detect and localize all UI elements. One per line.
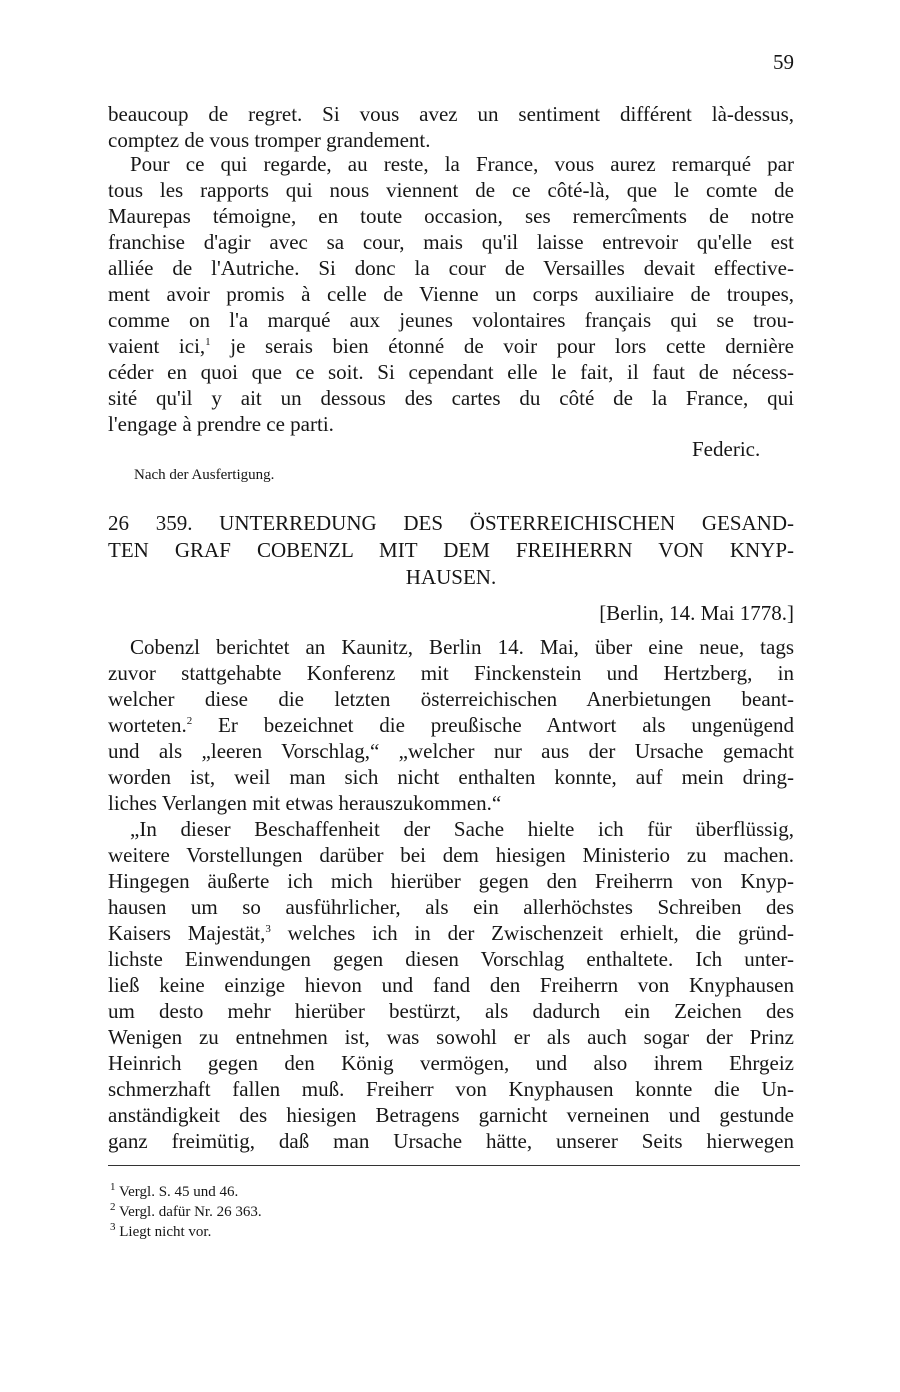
paragraph-france	[108, 151, 794, 437]
paragraph-continuation	[108, 101, 794, 153]
footnote-text: Vergl. dafür Nr. 26 363.	[115, 1204, 262, 1220]
text-line: Hingegen äußerte ich mich hierüber gegen den Freiherrn von Knyp-	[108, 869, 794, 893]
page-number: 59	[773, 50, 794, 74]
text-fragment: worteten.	[108, 713, 187, 737]
text-line: comme on l'a marqué aux jeunes volontaires français qui se trou-	[108, 308, 794, 332]
footnote-mark: 3	[110, 1221, 116, 1233]
text-line: Wenigen zu entnehmen ist, was sowohl er als auch sogar der Prinz	[108, 1025, 794, 1049]
text-line: comptez de vous tromper grandement.	[108, 128, 431, 152]
text-line: liches Verlangen mit etwas herauszukommen.“	[108, 791, 502, 815]
text-line: alliée de l'Autriche. Si donc la cour de Versailles devait effective-	[108, 256, 794, 280]
text-line: „In dieser Beschaffenheit der Sache hielte ich für überflüssig,	[130, 817, 794, 841]
text-line: céder en quoi que ce soit. Si cependant elle le fait, il faut de nécess-	[108, 360, 794, 384]
paragraph-cobenzl-report	[108, 634, 794, 816]
text-line: weitere Vorstellungen darüber bei dem hiesigen Ministerio zu machen.	[108, 843, 794, 867]
text-line: schmerzhaft fallen muß. Freiherr von Knyphausen konnte die Un-	[108, 1077, 794, 1101]
paragraph-quote	[108, 816, 794, 1154]
dateline: [Berlin, 14. Mai 1778.]	[599, 601, 794, 625]
text-fragment: je serais bien étonné de voir pour lors cette dernière	[210, 334, 794, 358]
text-fragment: Kaisers Majestät,	[108, 921, 266, 945]
heading-line: HAUSEN.	[405, 565, 497, 589]
text-line: Heinrich gegen den König vermögen, und also ihrem Ehrgeiz	[108, 1051, 794, 1075]
text-line: lichste Einwendungen gegen diesen Vorschlag enthaltete. Ich unter-	[108, 947, 794, 971]
text-line: l'engage à prendre ce parti.	[108, 412, 334, 436]
footnotes	[110, 1182, 262, 1242]
text-line: hausen um so ausführlicher, als ein allerhöchstes Schreiben des	[108, 895, 794, 919]
text-line: ganz freimütig, daß man Ursache hätte, unserer Seits hierwegen	[108, 1129, 794, 1153]
text-line: sité qu'il y ait un dessous des cartes du côté de la France, qui	[108, 386, 794, 410]
text-line: ment avoir promis à celle de Vienne un corps auxiliaire de troupes,	[108, 282, 794, 306]
footnote	[110, 1222, 262, 1242]
text-line: tous les rapports qui nous viennent de ce côté-là, que le comte de	[108, 178, 794, 202]
text-line	[108, 920, 794, 946]
footnote-ref: 2	[186, 715, 193, 727]
text-fragment: Er bezeichnet die preußische Antwort als ungenügend	[192, 713, 794, 737]
footnote	[110, 1182, 262, 1202]
footnote-ref: 1	[205, 336, 211, 348]
text-line: anständigkeit des hiesigen Betragens garnicht verneinen und gestunde	[108, 1103, 794, 1127]
text-fragment: welches ich in der Zwischenzeit erhielt, die gründ-	[270, 921, 794, 945]
text-line: um desto mehr hierüber bestürzt, als dadurch ein Zeichen des	[108, 999, 794, 1023]
footnote-mark: 2	[110, 1201, 116, 1213]
document-heading	[108, 510, 794, 591]
text-line	[108, 333, 794, 359]
text-line: welcher diese die letzten österreichischen Anerbietungen beant-	[108, 687, 794, 711]
text-line	[108, 712, 794, 738]
footnote-text: Liegt nicht vor.	[115, 1224, 212, 1240]
text-line: zuvor stattgehabte Konferenz mit Finckenstein und Hertzberg, in	[108, 661, 794, 685]
source-note: Nach der Ausfertigung.	[134, 467, 275, 483]
text-line: ließ keine einzige hievon und fand den Freiherrn von Knyphausen	[108, 973, 794, 997]
text-line: und als „leeren Vorschlag,“ „welcher nur aus der Ursache gemacht	[108, 739, 794, 763]
text-line: Maurepas témoigne, en toute occasion, ses remercîments de notre	[108, 204, 794, 228]
footnote	[110, 1202, 262, 1222]
footnote-mark: 1	[110, 1181, 116, 1193]
text-line: worden ist, weil man sich nicht enthalten konnte, auf mein dring-	[108, 765, 794, 789]
text-line: beaucoup de regret. Si vous avez un sentiment différent là-dessus,	[108, 102, 794, 126]
footnote-ref: 3	[265, 923, 271, 935]
footnote-divider	[108, 1165, 800, 1166]
heading-line: TEN GRAF COBENZL MIT DEM FREIHERRN VON KNYP-	[108, 538, 794, 562]
text-line: franchise d'agir avec sa cour, mais qu'il laisse entrevoir qu'elle est	[108, 230, 794, 254]
text-line: Cobenzl berichtet an Kaunitz, Berlin 14. Mai, über eine neue, tags	[130, 635, 794, 659]
footnote-text: Vergl. S. 45 und 46.	[115, 1184, 239, 1200]
heading-line: 26 359. UNTERREDUNG DES ÖSTERREICHISCHEN GESAND-	[108, 511, 794, 535]
text-fragment: vaient ici,	[108, 334, 206, 358]
text-line: Pour ce qui regarde, au reste, la France, vous aurez remarqué par	[130, 152, 794, 176]
signature: Federic.	[692, 437, 761, 461]
